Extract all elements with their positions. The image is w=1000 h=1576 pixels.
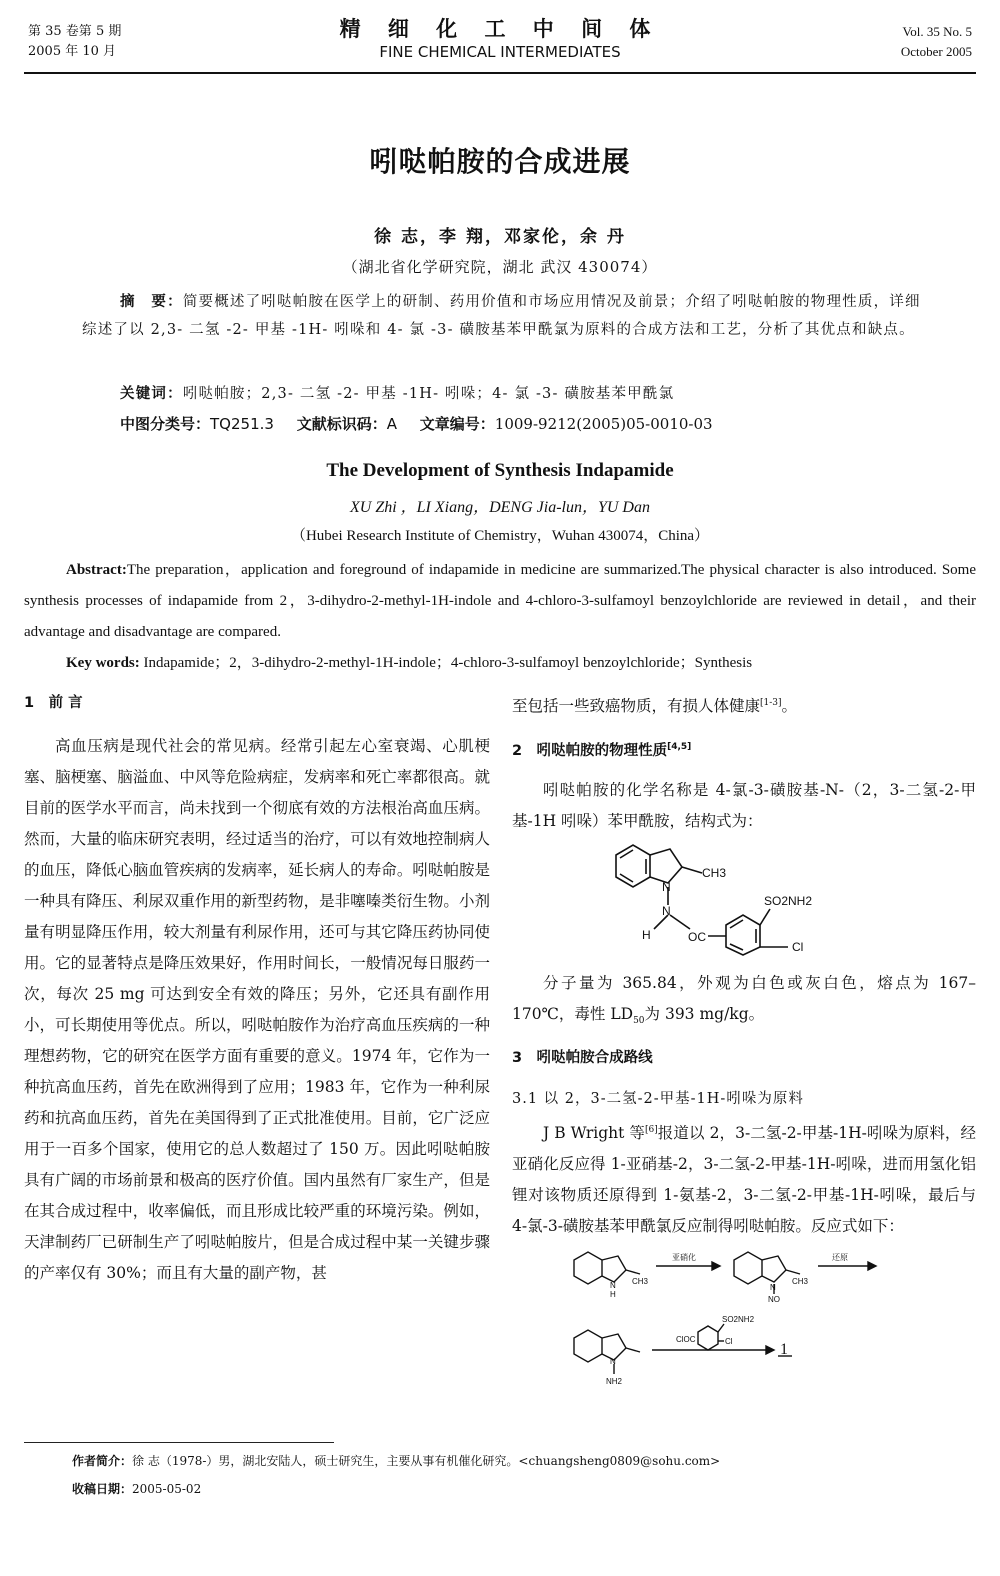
- english-abstract: [24, 555, 976, 679]
- footnote-rule: [24, 1442, 334, 1443]
- indoline-five-ring: [650, 849, 682, 883]
- section-3-1-text-b: 报道以 2，3-二氢-2-甲基-1H-吲哚为原料，经亚硝化反应得 1-亚硝基-2，3-二氢-2-甲基-1H-吲哚，进而用氢化铝锂对该物质还原得到 1-氨基-2，3-二氢-2-甲基-1H-吲哚，最后与 4-氯-3-磺胺基苯甲酰氯反应制得吲哒帕胺。反应式如下：: [512, 1124, 977, 1236]
- section-3-1-text-a: J B Wright 等: [543, 1124, 645, 1143]
- section-3-heading: 3 吲哒帕胺合成路线: [512, 1050, 653, 1067]
- left-column: [24, 688, 490, 1289]
- date-en: October 2005: [900, 44, 972, 59]
- h-label: H: [642, 927, 651, 942]
- indoline-benzene-ring: [616, 845, 650, 887]
- properties-text-a: 分子量为 365.84，外观为白色或灰白色，熔点为 167–170℃，毒性 LD: [512, 973, 976, 1023]
- ld50-subscript: 50: [633, 1016, 645, 1027]
- abstract-cn-text: 简要概述了吲哒帕胺在医学上的研制、药用价值和市场应用情况及前景；介绍了吲哒帕胺的物理性质，详细综述了以 2,3- 二氢 -2- 甲基 -1H- 吲哚和 4- 氯 -3- 磺胺基苯甲酰氯为原料的合成方法和工艺，分析了其优点和缺点。: [82, 294, 921, 338]
- article-no-label: 文章编号：: [419, 415, 495, 433]
- author-list: 徐 志，李 翔，邓家伦，余 丹: [374, 227, 626, 247]
- doc-code-label: 文献标识码：: [296, 415, 387, 433]
- sulfonyl-bond: [760, 909, 770, 925]
- section-2-heading: [512, 732, 976, 767]
- header-issue-cn: [28, 22, 121, 62]
- abstract-cn-label: 摘 要：: [120, 294, 183, 310]
- product-number: 1: [780, 1341, 788, 1359]
- indoline-a-ring: [574, 1252, 602, 1284]
- c-n-label: N: [610, 1357, 616, 1367]
- citation-6: [6]: [644, 1125, 658, 1136]
- journal-name-cn: 精 细 化 工 中 间 体: [339, 16, 661, 41]
- oc-label: OC: [688, 929, 706, 944]
- clc-value: TQ251.3: [210, 415, 274, 433]
- section-1-heading: 1 前 言: [24, 695, 83, 711]
- affiliation: （湖北省化学研究院，湖北 武汉 430074）: [342, 258, 658, 276]
- received-date: [72, 1480, 201, 1497]
- english-abstract-text: The preparation，application and foreground of indapamide in medicine are summarized.The physical character is also introduced. Some synthesis processes of indapamide from 2，3-dihydro-2-methyl-1H-indole and 4-chloro-3-sulfamoyl benzoylchloride are reviewed in detail，and their advantage and disadvantage are compared.: [24, 562, 976, 640]
- volume-en: Vol. 35 No. 5: [902, 24, 972, 39]
- english-keywords-label: Key words:: [66, 655, 140, 671]
- benzamide-ring: [726, 915, 760, 955]
- section-3-1-heading: 3.1 以 2，3-二氢-2-甲基-1H-吲哚为原料: [512, 1091, 804, 1108]
- header-issue-en: [901, 22, 972, 62]
- keywords-cn: [120, 380, 940, 408]
- english-keywords: [24, 648, 976, 679]
- reagent-cl-label: Cl: [725, 1337, 733, 1347]
- n1-label: N: [662, 879, 671, 894]
- n-co-bond: [670, 915, 690, 929]
- section-2-paragraph: 吲哒帕胺的化学名称是 4-氯-3-磺胺基-N-（2，3-二氢-2-甲基-1H 吲哚）苯甲酰胺，结构式为：: [512, 780, 976, 830]
- english-authors: XU Zhi ，LI Xiang，DENG Jia-lun，YU Dan: [349, 499, 650, 516]
- section-1-paragraph: 高血压病是现代社会的常见病。经常引起左心室衰竭、心肌梗塞、脑梗塞、脑溢血、中风等危险病症，发病率和死亡率都很高。就目前的医学水平而言，尚未找到一个彻底有效的方法根治高血压病。然而，大量的临床研究表明，经过适当的治疗，可以有效地控制病人的血压，降低心脑血管疾病的发病率，延长病人的寿命。吲哒帕胺是一种具有降压、利尿双重作用的新型药物，是非噻嗪类衍生物。小剂量有明显降压作用，较大剂量有利尿作用，还可与其它降压药协同使用。它的显著特点是降压效果好，作用时间长，一般情况每日服药一次，每次 25 mg 可达到安全有效的降压；另外，它还具有副作用小，可长期使用等优点。所以，吲哒帕胺作为治疗高血压疾病的一种理想药物，它的研究在医学方面有重要的意义。1974 年，它作为一种抗高血压药，首先在欧洲得到了应用；1983 年，它作为一种利尿药和抗高血压药，首先在美国得到了正式批准使用。目前，它广泛应用于一百多个国家，使用它的总人数超过了 150 万。因此吲哒帕胺具有广阔的市场前景和极高的医疗价值。国内虽然有厂家生产，但是在其合成过程中，收率偏低，而且形成比较严重的环境污染。例如，天津制药厂已研制生产了吲哒帕胺片，但是合成过程中某一关键步骤的产率仅有 30%；而且有大量的副产物，甚: [24, 737, 490, 1282]
- section-2-heading-text: 2 吲哒帕胺的物理性质: [512, 742, 668, 759]
- keywords-cn-label: 关键词：: [120, 386, 183, 402]
- b-no-label: NO: [768, 1295, 780, 1305]
- keywords-cn-text: 吲哒帕胺；2,3- 二氢 -2- 甲基 -1H- 吲哚；4- 氯 -3- 磺胺基苯甲酰氯: [182, 386, 675, 402]
- c-nh2-label: NH2: [606, 1377, 623, 1387]
- continuation-end: 。: [781, 697, 798, 716]
- ch3-label: CH3: [702, 865, 727, 880]
- reagent-so2nh2-label: SO2NH2: [722, 1315, 755, 1325]
- indapamide-structure: [512, 837, 972, 957]
- english-abstract-label: Abstract:: [66, 562, 127, 578]
- received-date-text: 2005-05-02: [132, 1482, 202, 1496]
- received-date-label: 收稿日期：: [72, 1482, 133, 1496]
- step2-label: 还原: [832, 1253, 848, 1263]
- doc-code-value: A: [386, 415, 397, 433]
- section-1-continuation: [512, 688, 976, 722]
- author-note-label: 作者简介：: [72, 1454, 133, 1468]
- section-3-1-paragraph: [512, 1115, 976, 1242]
- a-ch3-label: CH3: [632, 1277, 649, 1287]
- amino-indoline-ring: [574, 1330, 602, 1362]
- right-column: [512, 688, 976, 1413]
- volume-cn: 第 35 卷第 5 期: [28, 24, 122, 39]
- journal-name: [300, 16, 700, 62]
- author-note-text: 徐 志（1978-）男，湖北安陆人，硕士研究生，主要从事有机催化研究。<chuangsheng0809@sohu.com>: [132, 1454, 721, 1468]
- reaction-scheme: [512, 1242, 972, 1402]
- journal-name-en: FINE CHEMICAL INTERMEDIATES: [379, 43, 621, 61]
- english-abstract-paragraph: [24, 555, 976, 648]
- a-n-label: N: [610, 1281, 616, 1291]
- classification-line: [120, 410, 940, 438]
- paper-title: 吲哒帕胺的合成进展: [369, 145, 631, 178]
- a-h-label: H: [610, 1290, 616, 1300]
- citation-1-3: [1-3]: [760, 698, 782, 708]
- b-n-label: N: [770, 1283, 776, 1293]
- header-rule: [24, 72, 976, 74]
- english-affiliation: （Hubei Research Institute of Chemistry，Wuhan 430074，China）: [290, 528, 710, 544]
- so2nh2-label: SO2NH2: [764, 893, 813, 908]
- nitroso-indoline-ring: [734, 1252, 762, 1284]
- abstract-cn: [82, 288, 932, 344]
- step1-label: 亚硝化: [672, 1253, 696, 1263]
- section-2-properties: [512, 968, 976, 1037]
- reagent-cloc-label: ClOC: [676, 1335, 696, 1345]
- english-keywords-text: Indapamide；2，3-dihydro-2-methyl-1H-indole；4-chloro-3-sulfamoyl benzoylchloride；Synthesis: [143, 655, 753, 671]
- continuation-text: 至包括一些致癌物质，有损人体健康: [512, 697, 761, 716]
- b-ch3-label: CH3: [792, 1277, 809, 1287]
- reagent-ring: [698, 1326, 718, 1350]
- clc-label: 中图分类号：: [120, 415, 211, 433]
- citation-4-5: [4,5]: [667, 742, 692, 753]
- cl-label: Cl: [792, 939, 804, 954]
- methyl-bond: [682, 867, 702, 873]
- english-title: The Development of Synthesis Indapamide: [326, 460, 674, 481]
- properties-text-b: 为 393 mg/kg。: [644, 1004, 765, 1023]
- n2-label: N: [662, 903, 671, 918]
- author-note: [72, 1452, 720, 1469]
- date-cn: 2005 年 10 月: [28, 44, 117, 59]
- article-no-value: 1009-9212(2005)05-0010-03: [494, 415, 713, 433]
